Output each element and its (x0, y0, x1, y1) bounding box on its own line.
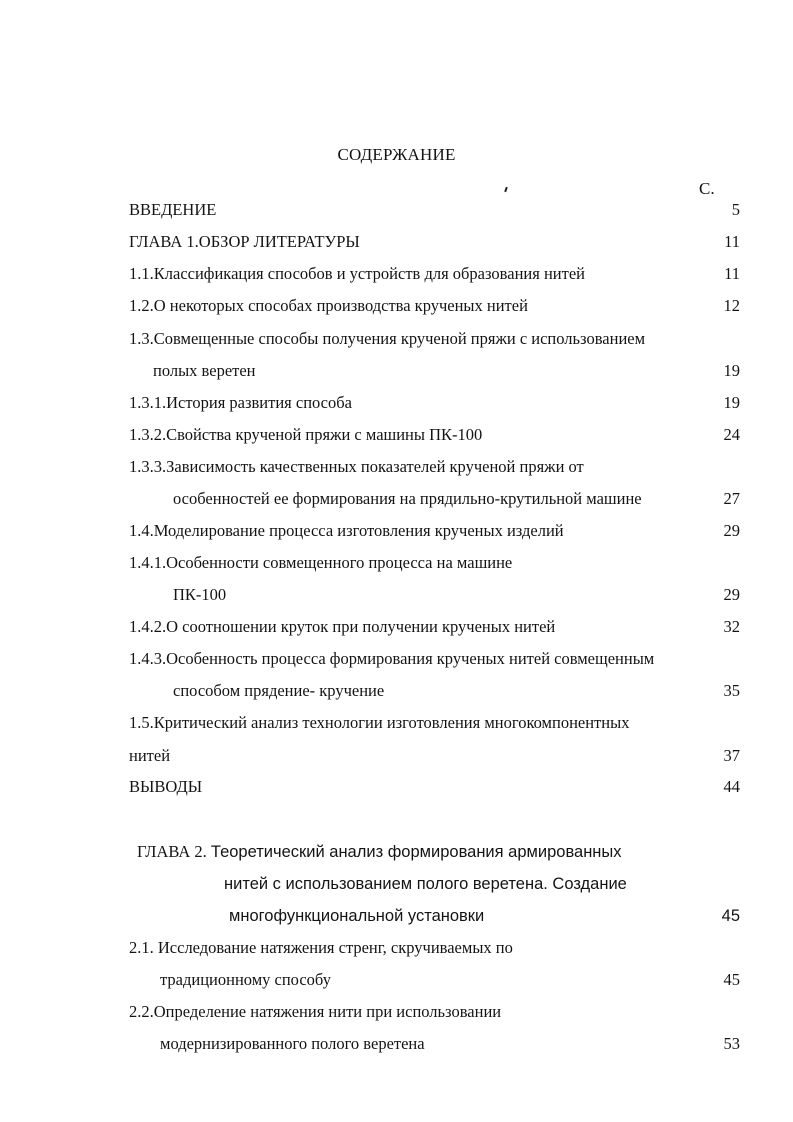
toc-entry-1-4: 1.4.Моделирование процесса изготовления крученых изделий (129, 521, 564, 540)
toc-page-number: 32 (723, 617, 740, 636)
toc-entry-1-3-1: 1.3.1.История развития способа (129, 393, 352, 412)
toc-entry-2-2: 2.2.Определение натяжения нити при использовании (129, 1002, 502, 1021)
toc-entry-chapter-2-cont: нитей с использованием полого веретена. Создание (224, 875, 627, 893)
toc-page-number: 37 (723, 746, 740, 765)
chapter-2-prefix: ГЛАВА 2. (137, 842, 207, 861)
toc-entry-2-2-cont: модернизированного полого веретена (160, 1034, 425, 1053)
toc-entry-1-5-cont: нитей (129, 746, 171, 765)
toc-entry-chapter-2-cont2: многофункциональной установки (229, 907, 485, 925)
page-title: СОДЕРЖАНИЕ (337, 145, 456, 164)
toc-entry-conclusions: ВЫВОДЫ (129, 777, 203, 796)
toc-entry-1-4-1: 1.4.1.Особенности совмещенного процесса на машине (129, 553, 513, 572)
toc-entry-chapter-1: ГЛАВА 1.ОБЗОР ЛИТЕРАТУРЫ (129, 232, 360, 251)
toc-page-number: 29 (723, 521, 740, 540)
scan-speck (504, 187, 508, 192)
toc-entry-1-3-cont: полых веретен (153, 361, 256, 380)
toc-entry-1-3: 1.3.Совмещенные способы получения крученой пряжи с использованием (129, 329, 646, 348)
toc-entry-chapter-2 (137, 842, 622, 862)
toc-entry-1-3-3: 1.3.3.Зависимость качественных показателей крученой пряжи от (129, 457, 584, 476)
toc-entry-1-4-2: 1.4.2.О соотношении круток при получении крученых нитей (129, 617, 556, 636)
toc-page-number: 5 (731, 200, 740, 219)
toc-page-number: 11 (724, 264, 740, 283)
toc-page-number: 24 (723, 425, 740, 444)
toc-entry-1-4-3-cont: способом прядение- кручение (173, 681, 385, 700)
toc-page-number: 53 (723, 1034, 740, 1053)
toc-page-number: 35 (723, 681, 740, 700)
toc-page-number: 45 (721, 907, 740, 925)
toc-page-number: 11 (724, 232, 740, 251)
toc-entry-2-1-cont: традиционному способу (160, 970, 331, 989)
toc-entry-1-3-2: 1.3.2.Свойства крученой пряжи с машины ПК-100 (129, 425, 483, 444)
toc-page-number: 19 (723, 393, 740, 412)
toc-entry-1-2: 1.2.О некоторых способах производства крученых нитей (129, 296, 528, 315)
toc-entry-1-3-3-cont: особенностей ее формирования на прядильно-крутильной машине (173, 489, 642, 508)
toc-entry-1-1: 1.1.Классификация способов и устройств для образования нитей (129, 264, 585, 283)
page-column-label: С. (699, 179, 715, 198)
toc-page-number: 12 (723, 296, 740, 315)
toc-page-number: 29 (723, 585, 740, 604)
toc-entry-1-4-1-cont: ПК-100 (173, 585, 227, 604)
toc-page-number: 44 (723, 777, 740, 796)
toc-entry-1-5: 1.5.Критический анализ технологии изготовления многокомпонентных (129, 713, 630, 732)
toc-entry-intro: ВВЕДЕНИЕ (129, 200, 217, 219)
toc-page-number: 27 (723, 489, 740, 508)
toc-entry-1-4-3: 1.4.3.Особенность процесса формирования крученых нитей совмещенным (129, 649, 655, 668)
toc-page-number: 45 (723, 970, 740, 989)
toc-page-number: 19 (723, 361, 740, 380)
toc-entry-2-1: 2.1. Исследование натяжения стренг, скручиваемых по (129, 938, 513, 957)
chapter-2-title: Теоретический анализ формирования армированных (210, 843, 622, 861)
